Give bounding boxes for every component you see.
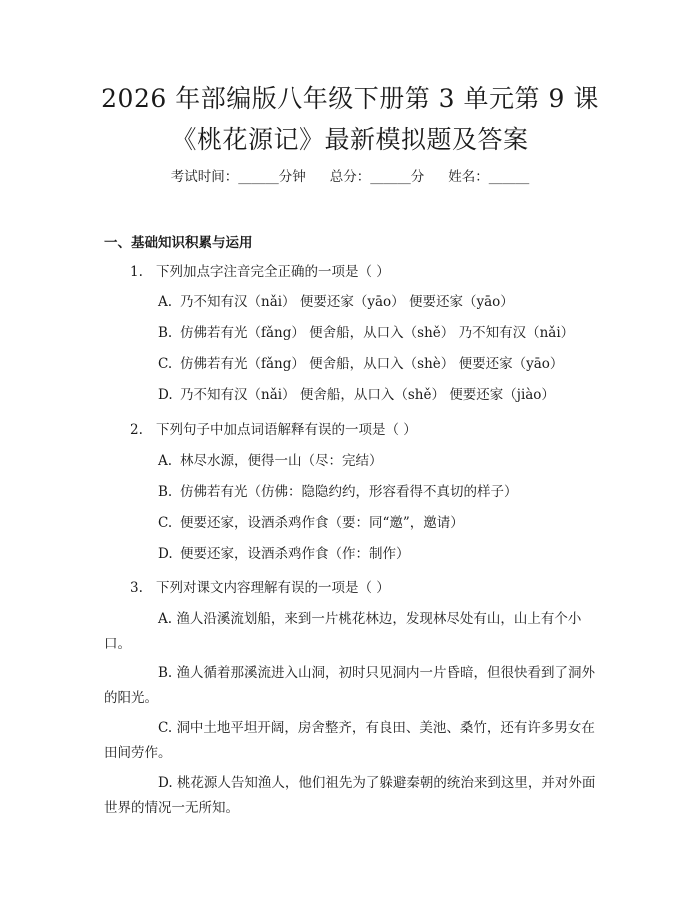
question-text: 下列对课文内容理解有误的一项是（ ） [156, 580, 390, 596]
exam-time-field: 考试时间：______分钟 [170, 169, 306, 185]
option-3b [104, 661, 598, 711]
option-text: 渔人沿溪流划船，来到一片桃花林边，发现林尽处有山，山上有个小口。 [104, 611, 582, 652]
option-text: 洞中土地平坦开阔，房舍整齐，有良田、美池、桑竹，还有许多男女在田间劳作。 [104, 720, 595, 761]
option-1c [158, 358, 563, 372]
option-text: 便要还家，设酒杀鸡作食（作：制作） [180, 546, 410, 562]
question-number: 2. [130, 422, 143, 438]
option-text: 乃不知有汉（nǎi） 便舍船，从口入（shě） 便要还家（jiào） [180, 387, 555, 403]
option-1b [158, 327, 574, 341]
option-label: A. [158, 453, 173, 469]
option-label: D. [158, 775, 173, 791]
option-label: A. [158, 294, 173, 310]
question-text: 下列句子中加点词语解释有误的一项是（ ） [156, 422, 417, 438]
option-label: B. [158, 484, 173, 500]
option-text: 仿佛若有光（fǎng） 便舍船，从口入（shè） 便要还家（yāo） [180, 356, 564, 372]
option-label: D. [158, 546, 173, 562]
option-3c [104, 716, 598, 766]
page-title-line2: 《桃花源记》最新模拟题及答案 [171, 125, 529, 154]
option-2b [158, 486, 518, 500]
option-text: 仿佛若有光（仿佛：隐隐约约，形容看得不真切的样子） [180, 484, 518, 500]
option-1a [158, 296, 514, 310]
question-text: 下列加点字注音完全正确的一项是（ ） [156, 264, 390, 280]
option-label: B. [158, 665, 173, 681]
option-label: C. [158, 515, 173, 531]
option-label: A. [158, 611, 173, 627]
option-2d [158, 548, 410, 562]
option-3d [104, 771, 598, 821]
option-label: C. [158, 356, 173, 372]
page-title-line1: 2026 年部编版八年级下册第 3 单元第 9 课 [101, 84, 599, 113]
option-text: 便要还家，设酒杀鸡作食（要：同“邀”，邀请） [180, 515, 464, 531]
option-text: 乃不知有汉（nǎi） 便要还家（yāo） 便要还家（yāo） [180, 294, 514, 310]
exam-meta [0, 171, 700, 185]
option-text: 林尽水源，便得一山（尽：完结） [180, 453, 383, 469]
option-text: 仿佛若有光（fǎng） 便舍船，从口入（shě） 乃不知有汉（nǎi） [180, 325, 575, 341]
option-1d [158, 389, 555, 403]
total-score-field: 总分：______分 [329, 169, 425, 185]
name-field: 姓名：______ [448, 169, 530, 185]
option-label: D. [158, 387, 173, 403]
option-3a [104, 607, 598, 657]
option-label: B. [158, 325, 173, 341]
option-2a [158, 455, 383, 469]
option-2c [158, 517, 464, 531]
option-text: 渔人循着那溪流进入山洞，初时只见洞内一片昏暗，但很快看到了洞外的阳光。 [104, 665, 596, 706]
section-heading: 一、基础知识积累与运用 [104, 235, 253, 251]
question-number: 3. [130, 580, 143, 596]
option-text: 桃花源人告知渔人，他们祖先为了躲避秦朝的统治来到这里，并对外面世界的情况一无所知。 [104, 775, 596, 816]
option-label: C. [158, 720, 173, 736]
question-number: 1. [130, 264, 143, 280]
